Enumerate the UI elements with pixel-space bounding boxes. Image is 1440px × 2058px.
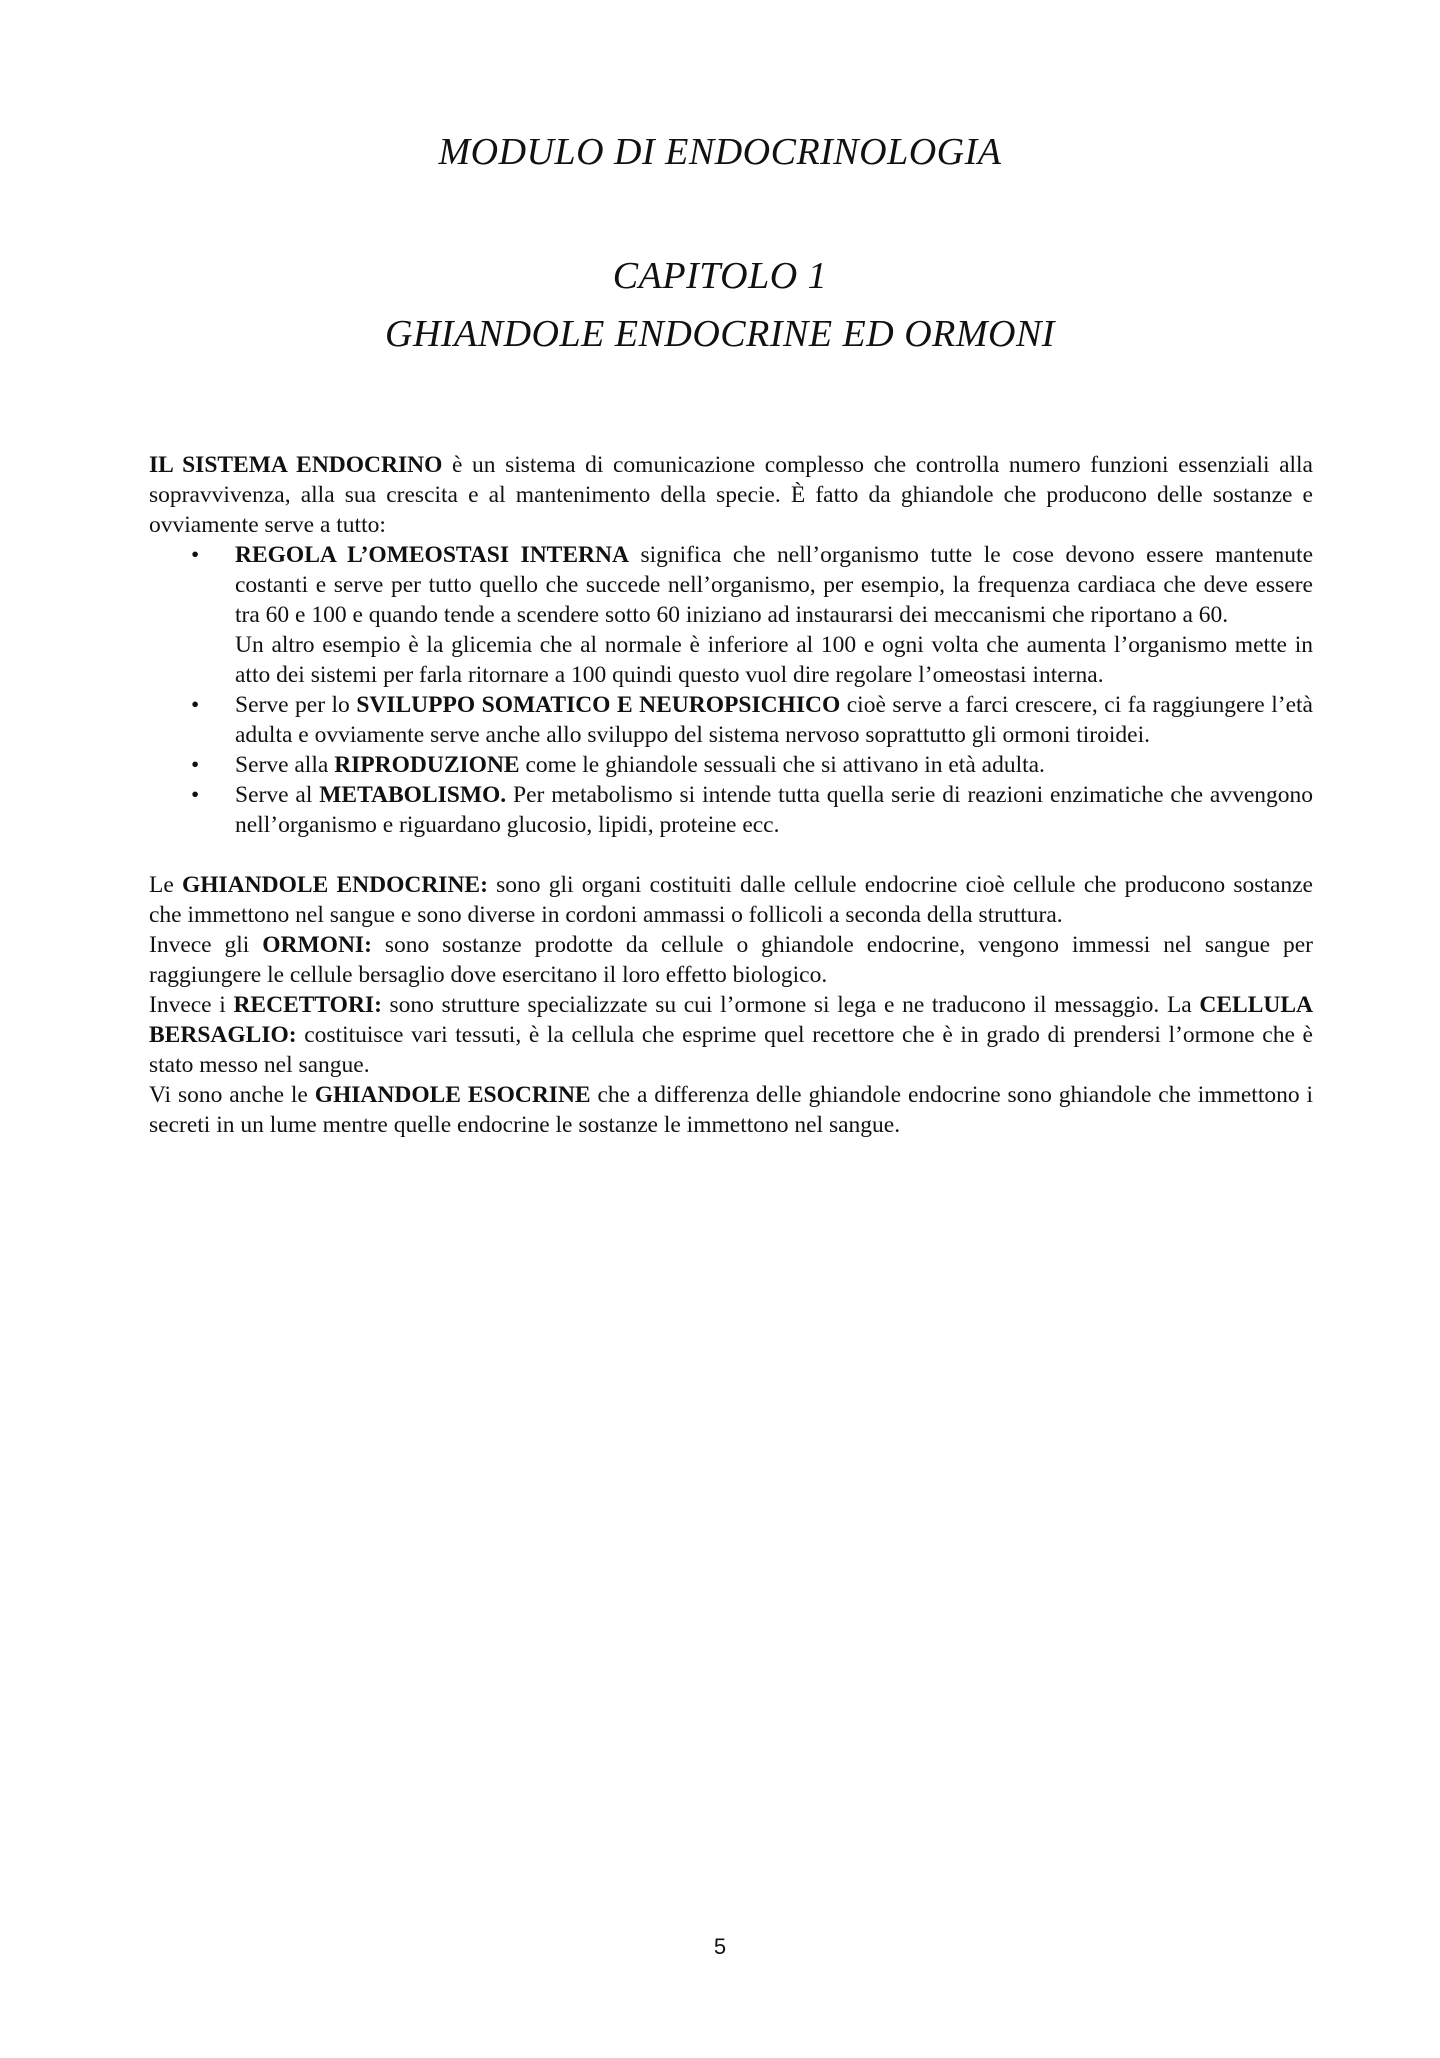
list-item-prefix: Serve al [235,782,320,808]
function-list [149,540,1313,840]
paragraph-bold-term-2: CELLULA BERSAGLIO: [149,992,1314,1048]
paragraph-bold-term: GHIANDOLE ENDOCRINE: [182,872,488,898]
list-item-bold: REGOLA L’OMEOSTASI INTERNA [235,542,629,568]
list-item-text: significa che nell’organismo tutte le cose devono essere mantenute costanti e serve per tutto quello che succede nell’organismo, per esempio, la frequenza cardiaca che deve essere tra 60 e 100 e quando tende a scendere sotto 60 iniziano ad instaurarsi dei meccanismi che riportano a 60. [235,542,1313,628]
list-item [149,750,1313,780]
paragraph-bold-term: GHIANDOLE ESOCRINE [314,1082,591,1108]
bullet-icon: • [191,752,200,778]
paragraph-text-2: costituisce vari tessuti, è la cellula che esprime quel recettore che è in grado di prendersi l’ormone che è stato messo nel sangue. [149,1022,1313,1078]
paragraph-ghiandole-esocrine [149,1080,1313,1140]
paragraph-text: che a differenza delle ghiandole endocrine sono ghiandole che immettono i secreti in un lume mentre quelle endocrine le sostanze le immettono nel sangue. [149,1082,1314,1138]
paragraph-text: sono sostanze prodotte da cellule o ghiandole endocrine, vengono immessi nel sangue per raggiungere le cellule bersaglio dove esercitano il loro effetto biologico. [149,932,1313,988]
paragraph-prefix: Le [149,872,182,898]
page-number: 5 [713,1934,727,1959]
module-title: MODULO DI ENDOCRINOLOGIA [438,131,1002,173]
paragraph-text: sono strutture specializzate su cui l’ormone si lega e ne traducono il messaggio. La [381,992,1200,1018]
paragraph-ghiandole-endocrine [149,870,1313,930]
paragraph-bold-term: RECETTORI: [233,992,382,1018]
document-body [149,450,1313,1140]
chapter-title: GHIANDOLE ENDOCRINE ED ORMONI [385,313,1055,355]
paragraph-prefix: Vi sono anche le [149,1082,315,1108]
bullet-icon: • [191,542,200,568]
bullet-icon: • [191,782,200,808]
list-item [149,690,1313,750]
list-item-text: Per metabolismo si intende tutta quella serie di reazioni enzimatiche che avvengono nell’organismo e riguardano glucosio, lipidi, proteine ecc. [235,782,1314,838]
list-item-text: come le ghiandole sessuali che si attivano in età adulta. [519,752,1045,778]
paragraph-prefix: Invece i [149,992,234,1018]
chapter-number: CAPITOLO 1 [612,255,828,297]
list-item-continuation: Un altro esempio è la glicemia che al normale è inferiore al 100 e ogni volta che aumenta l’organismo mette in atto dei sistemi per farla ritornare a 100 quindi questo vuol dire regolare l’omeostasi interna. [235,632,1313,688]
list-item-bold: SVILUPPO SOMATICO E NEUROPSICHICO [356,692,841,718]
bullet-icon: • [191,692,200,718]
list-item-prefix: Serve per lo [235,692,357,718]
paragraph-recettori [149,990,1313,1080]
paragraph-ormoni [149,930,1313,990]
list-item-text: cioè serve a farci crescere, ci fa raggiungere l’età adulta e ovviamente serve anche allo sviluppo del sistema nervoso soprattutto gli ormoni tiroidei. [235,692,1313,748]
intro-text: è un sistema di comunicazione complesso che controlla numero funzioni essenziali alla sopravvivenza, alla sua crescita e al mantenimento della specie. È fatto da ghiandole che producono delle sostanze e ovviamente serve a tutto: [149,452,1313,538]
list-item-bold: RIPRODUZIONE [334,752,520,778]
list-item [149,780,1313,840]
paragraph-text: sono gli organi costituiti dalle cellule endocrine cioè cellule che producono sostanze che immettono nel sangue e sono diverse in cordoni ammassi o follicoli a seconda della struttura. [149,872,1313,928]
intro-paragraph [149,450,1313,540]
paragraph-prefix: Invece gli [149,932,263,958]
paragraph-bold-term: ORMONI: [262,932,372,958]
list-item-prefix: Serve alla [235,752,335,778]
list-item [149,540,1313,690]
paragraph-spacer [149,840,1313,870]
list-item-bold: METABOLISMO. [319,782,507,808]
intro-bold-term: IL SISTEMA ENDOCRINO [149,452,443,478]
